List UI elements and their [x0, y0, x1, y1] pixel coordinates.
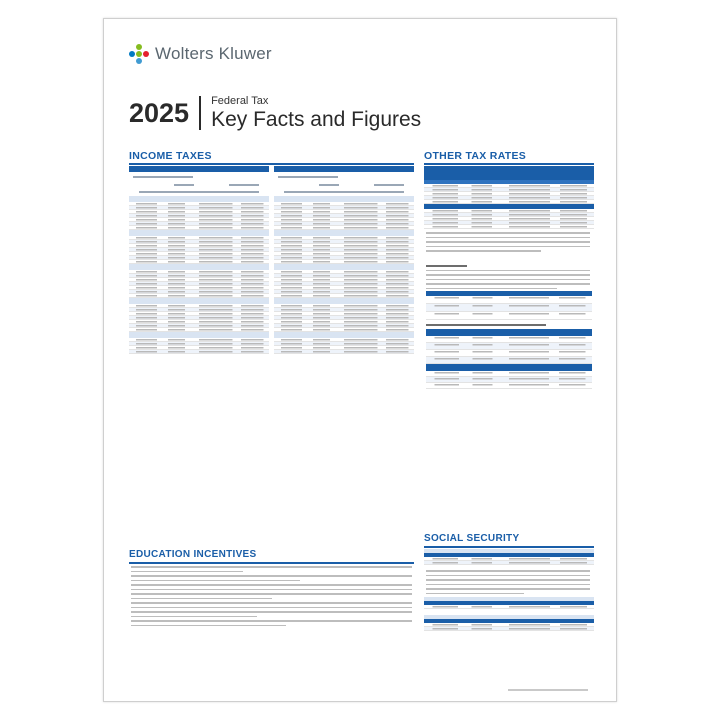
- document-header: [129, 95, 421, 131]
- income-tax-table-2024: [129, 166, 269, 354]
- section-rule: [129, 562, 414, 564]
- amt-title: [426, 324, 546, 329]
- capital-gains-table: [424, 166, 594, 229]
- footer-note: [508, 689, 588, 691]
- brand: [129, 43, 272, 65]
- section-title-social-security: SOCIAL SECURITY: [424, 533, 520, 544]
- earnings-limit-table: [424, 597, 594, 609]
- social-security-notes: [426, 570, 590, 597]
- section-rule: [424, 546, 594, 548]
- section-rule: [424, 163, 594, 165]
- section-title-other-tax-rates: OTHER TAX RATES: [424, 150, 527, 162]
- wolters-kluwer-dots-icon: [129, 44, 149, 64]
- max-benefits-table: [424, 615, 594, 631]
- section-title-income-taxes: INCOME TAXES: [129, 150, 212, 162]
- document-page: [103, 18, 617, 702]
- header-year: 2025: [129, 96, 201, 130]
- header-subtitle: Federal Tax: [211, 95, 269, 107]
- section-rule: [129, 163, 414, 165]
- header-title: Key Facts and Figures: [211, 108, 422, 131]
- brand-name: Wolters Kluwer: [155, 44, 272, 63]
- education-incentives-text: [131, 566, 412, 629]
- kiddie-tax-table: [426, 291, 592, 320]
- income-tax-table-2025: [274, 166, 414, 354]
- kiddie-tax-notes: [426, 265, 590, 292]
- section-title-education-incentives: EDUCATION INCENTIVES: [129, 549, 257, 560]
- capital-gains-notes: [426, 232, 590, 255]
- social-security-table: [424, 549, 594, 565]
- amt-table: [426, 329, 592, 389]
